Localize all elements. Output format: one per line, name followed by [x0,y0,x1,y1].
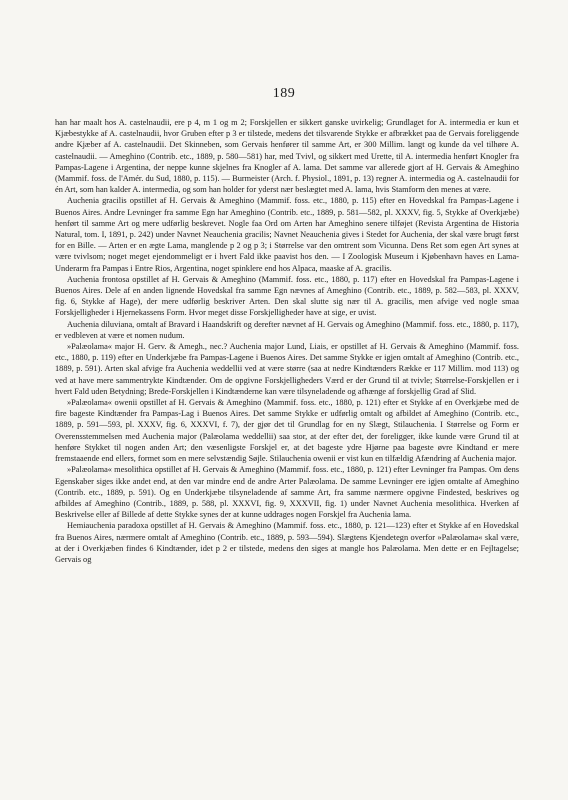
paragraph-castelnaudii: han har maalt hos A. castelnaudii, ere p 4, m 1 og m 2; Forskjellen er sikkert ganske uvirkelig; Grundlaget for A. intermedia er kun et Kjæbestykke af A. castelnaudii, hvor Gruben efter p 3 er tilstede, medens det tilsvarende Stykke er afbrækket paa de Gervais foreliggende andre Kjæber af A. castelnaudii. Det Skinneben, som Gervais henfører til samme Art, er 300 Millim. langt og kunde da vel tilhøre A. castelnaudii. — Ameghino (Contrib. etc., 1889, p. 580—581) har, med Tvivl, og sikkert med Urette, til A. intermedia henført Knogler fra Pampas-Lagene i Argentina, der neppe kunne skjelnes fra Knogler af A. lama. Det samme var allerede gjort af H. Gervais & Ameghino (Mammif. foss. de l'Amér. du Sud, 1880, p. 115). — Burmeister (Arch. f. Physiol., 1891, p. 13) regner A. intermedia og A. castelnaudii for én Art, som han kalder A. intermedia, og som han holder for yderst nær beslægtet med A. lama, hvis Stamform den menes at være. [55,118,519,195]
paragraph-palaeolama-owenii: »Palæolama« owenii opstillet af H. Gervais & Ameghino (Mammif. foss. etc., 1880, p. 121) efter et Stykke af en Overkjæbe med de fire bageste Kindtænder fra Pampas-Lag i Buenos Aires. Det samme Stykke er udførlig omtalt og afbildet af Ameghino (Contrib. etc., 1889, p. 591—593, pl. XXXV, fig. 6, XXXVI, f. 7), der gjør det til Grundlag for en ny Slægt, Stilauchenia. I Størrelse og Form er Overensstemmelsen med Auchenia major (Palæolama weddellii) saa stor, at der efter det, der foreligger, ikke kunde være Grund til at henføre Stykket til nogen anden Art; den væsenligste Forskjel er, at det bageste ydre Hjørne paa bageste øvre Kindtand er mere fremstaaende end ellers, formet som en mere selvstændig Søjle. Stilauchenia owenii er vist kun en tilfældig Afændring af Auchenia major. [55,398,519,464]
paragraph-auchenia-gracilis: Auchenia gracilis opstillet af H. Gervais & Ameghino (Mammif. foss. etc., 1880, p. 115) efter en Hovedskal fra Pampas-Lagene i Buenos Aires. Andre Levninger fra samme Egn har Ameghino (Contrib. etc., 1889, p. 581—582, pl. XXXV, fig. 5, Stykke af Overkjæbe) henført til samme Art og mere udførlig beskrevet. Nogle faa Ord om Arten har Ameghino senere tilføjet (Revista Argentina de Historia Natural, tom. I, 1891, p. 242) under Navnet Neauchenia gracilis; Navnet Neauchenia gives i Stedet for Auchenia, der skal være brugt først for en Bille. — Arten er en ægte Lama, manglende p 2 og p 3; i Størrelse var den omtrent som Vicunna. Dens Ret som egen Art synes at være tvivlsom; noget meget ejendommeligt er i hvert Fald ikke paavist hos den. — I Zoologisk Museum i Kjøbenhavn haves en Lama-Underarm fra Pampas i Entre Rios, Argentina, noget spinklere end hos Alpaca, maaske af A. gracilis. [55,196,519,273]
paragraph-auchenia-frontosa: Auchenia frontosa opstillet af H. Gervais & Ameghino (Mammif. foss. etc., 1880, p. 117) efter en Hovedskal fra Pampas-Lagene i Buenos Aires. Dele af en anden lignende Hovedskal fra samme Egn nævnes af Ameghino (Contrib. etc., 1889, p. 582—583, pl. XXXV, fig. 6, Stykke af Hage), der mere udførlig beskriver Arten. Den skal slutte sig nær til A. gracilis, men afvige ved nogle smaa Forskjelligheder i Hjernekassens Form. Hvor meget disse Forskjelligheder have at sige, er uvist. [55,274,519,318]
body-text [55,117,519,565]
paragraph-auchenia-diluviana: Auchenia diluviana, omtalt af Bravard i Haandskrift og derefter nævnet af H. Gervais og Ameghino (Mammif. foss. etc., 1880, p. 117), er vedbleven at være et nomen nudum. [55,319,519,340]
paragraph-hemiauchenia-paradoxa: Hemiauchenia paradoxa opstillet af H. Gervais & Ameghino (Mammif. foss. etc., 1880, p. 121—123) efter et Stykke af en Hovedskal fra Buenos Aires, nærmere omtalt af Ameghino (Contrib. etc., 1889, p. 593—594). Slægtens Kjendetegn overfor »Palæolama« skal være, at der i Overkjæben findes 6 Kindtænder, idet p 2 er tilstede, medens den siges at mangle hos Palæolama. Men dette er en Fejltagelse; Gervais og [55,521,519,564]
paragraph-palaeolama-mesolithica: »Palæolama« mesolithica opstillet af H. Gervais & Ameghino (Mammif. foss. etc., 1880, p. 121) efter Levninger fra Pampas. Om dens Egenskaber siges ikke andet end, at den var mindre end de andre Arter Palæolama. De samme Levninger ere igjen omtalte af Ameghino (Contrib. etc., 1889, p. 591). Og en Underkjæbe tilsyneladende af samme Art, fra samme nærmere opgivne Findested, beskrives og afbildes af Ameghino (Contrib., 1889, p. 588, pl. XXXVI, fig. 9, XXXVII, fig. 1) under Navnet Auchenia mesolithica. Hverken af Beskrivelse eller af Billede af dette Stykke synes der at kunne uddrages nogen Forskjel fra Auchenia lama. [55,465,519,520]
page-number: 189 [272,86,296,101]
paragraph-palaeolama-major: »Palæolama« major H. Gerv. & Amegh., nec.? Auchenia major Lund, Liais, er opstillet af H. Gervais & Ameghino (Mammif. foss. etc., 1880, p. 119) efter en Underkjæbe fra Pampas-Lagene i Buenos Aires. Det samme Stykke er igjen omtalt af Ameghino (Contrib. etc., 1889, p. 591). Arten skal afvige fra Auchenia weddellii ved at være større (saa at nedre Kindtænders Række er 117 Millim. mod 113) og ved at have mere sammentrykte Kindtænder. Om de opgivne Forskjelligheders Værd er der Grund til at tvivle; Størrelse-Forskjellen er i hvert Fald uden Betydning; Brede-Forskjellen i Kindtænderne kan være tilsyneladende og afhænge af forskjellig Grad af Slid. [55,342,519,396]
